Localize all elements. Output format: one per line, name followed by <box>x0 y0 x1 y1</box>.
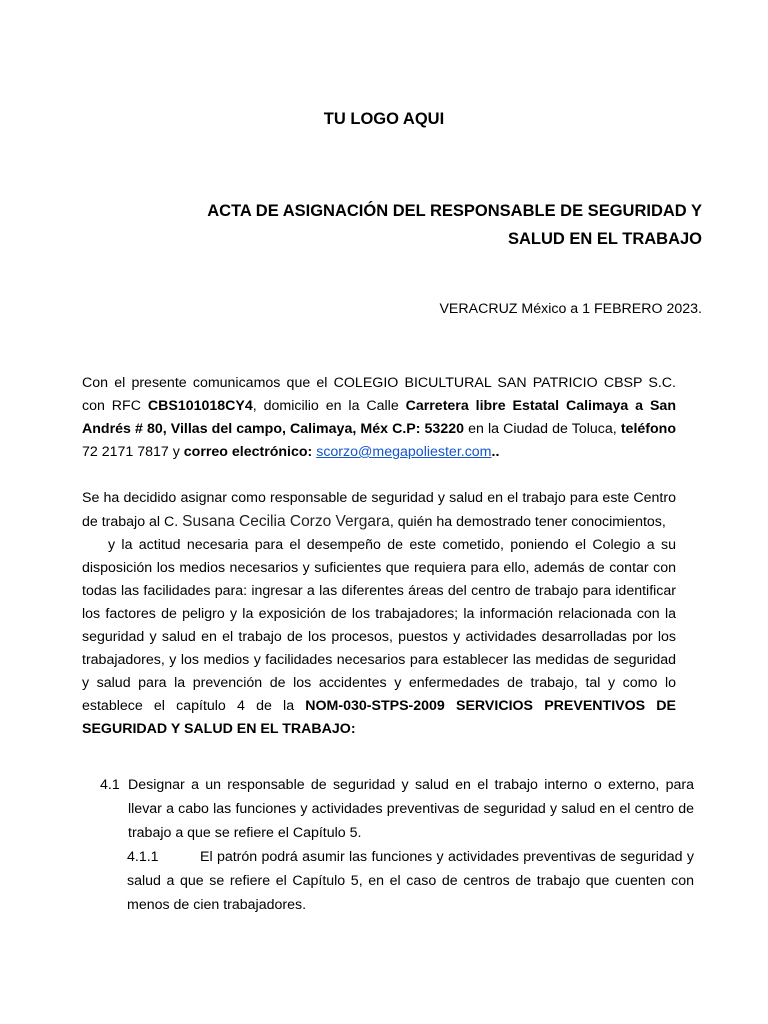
rfc-value: CBS101018CY4 <box>147 398 253 414</box>
intro-text-2: , domicilio en la Calle <box>252 398 406 414</box>
intro-text-1: Con el presente comunicamos que el COLEGIO BICULTURAL SAN PATRICIO CBSP S.C. con RFC <box>82 375 676 414</box>
email-label: correo electrónico: <box>183 444 313 460</box>
assign-text-2: , quién ha demostrado tener conocimientos, <box>389 514 666 530</box>
intro-text-5: .. <box>491 444 500 460</box>
item-text: Designar a un responsable de seguridad y salud en el trabajo interno o externo, para llevar a cabo las funciones y actividades preventivas de seguridad y salud en el centro de trabajo a que se refiere el Capítulo 5. <box>128 777 694 841</box>
list-item-4-1 <box>100 773 694 845</box>
responsible-name: Susana Cecilia Corzo Vergara <box>182 513 390 530</box>
intro-text-3: en la Ciudad de Toluca, <box>464 421 621 437</box>
title-line-2: SALUD EN EL TRABAJO <box>507 230 702 248</box>
logo-placeholder: TU LOGO AQUI <box>323 110 445 128</box>
title-line-1: ACTA DE ASIGNACIÓN DEL RESPONSABLE DE SEGURIDAD Y <box>207 202 702 220</box>
intro-text-4: 72 2171 7817 y <box>82 444 184 460</box>
email-link[interactable]: scorzo@megapoliester.com <box>316 444 492 460</box>
item-number: 4.1.1 <box>127 849 159 865</box>
item-text: El patrón podrá asumir las funciones y actividades preventivas de seguridad y salud a que se refiere el Capítulo 5, en el caso de centros de trabajo que cuenten con menos de cien trabajadores. <box>127 849 694 913</box>
list-item-4-1-1 <box>127 845 694 917</box>
paragraph-intro <box>82 372 676 464</box>
document-title <box>150 197 702 253</box>
assign-text-3: y la actitud necesaria para el desempeño de este cometido, poniendo el Colegio a su disposición los medios necesarios y suficientes que requiera para ello, además de contar con todas las facilidades para: ingresar a las diferentes áreas del centro de trabajo para identificar los factores de peligro y la exposición de los trabajadores; la información relacionada con la seguridad y salud en el trabajo de los procesos, puestos y actividades desarrolladas por los trabajadores, y los medios y facilidades necesarios para establecer las medidas de seguridad y salud para la prevención de los accidentes y enfermedades de trabajo, tal y como lo establece el capítulo 4 de la <box>82 537 676 714</box>
item-number: 4.1 <box>100 777 120 793</box>
paragraph-assignment <box>82 487 676 741</box>
norm-reference: NOM-030-STPS-2009 SERVICIOS PREVENTIVOS DE SEGURIDAD Y SALUD EN EL TRABAJO: <box>82 698 676 737</box>
address-value: Carretera libre Estatal Calimaya a San Andrés # 80, Villas del campo, Calimaya, Méx C.P: 53220 <box>82 398 676 437</box>
phone-label: teléfono <box>620 421 676 437</box>
assign-text-1: Se ha decidido asignar como responsable de seguridad y salud en el trabajo para este Centro de trabajo al C. <box>82 490 676 530</box>
date-line: VERACRUZ México a 1 FEBRERO 2023. <box>439 301 702 317</box>
